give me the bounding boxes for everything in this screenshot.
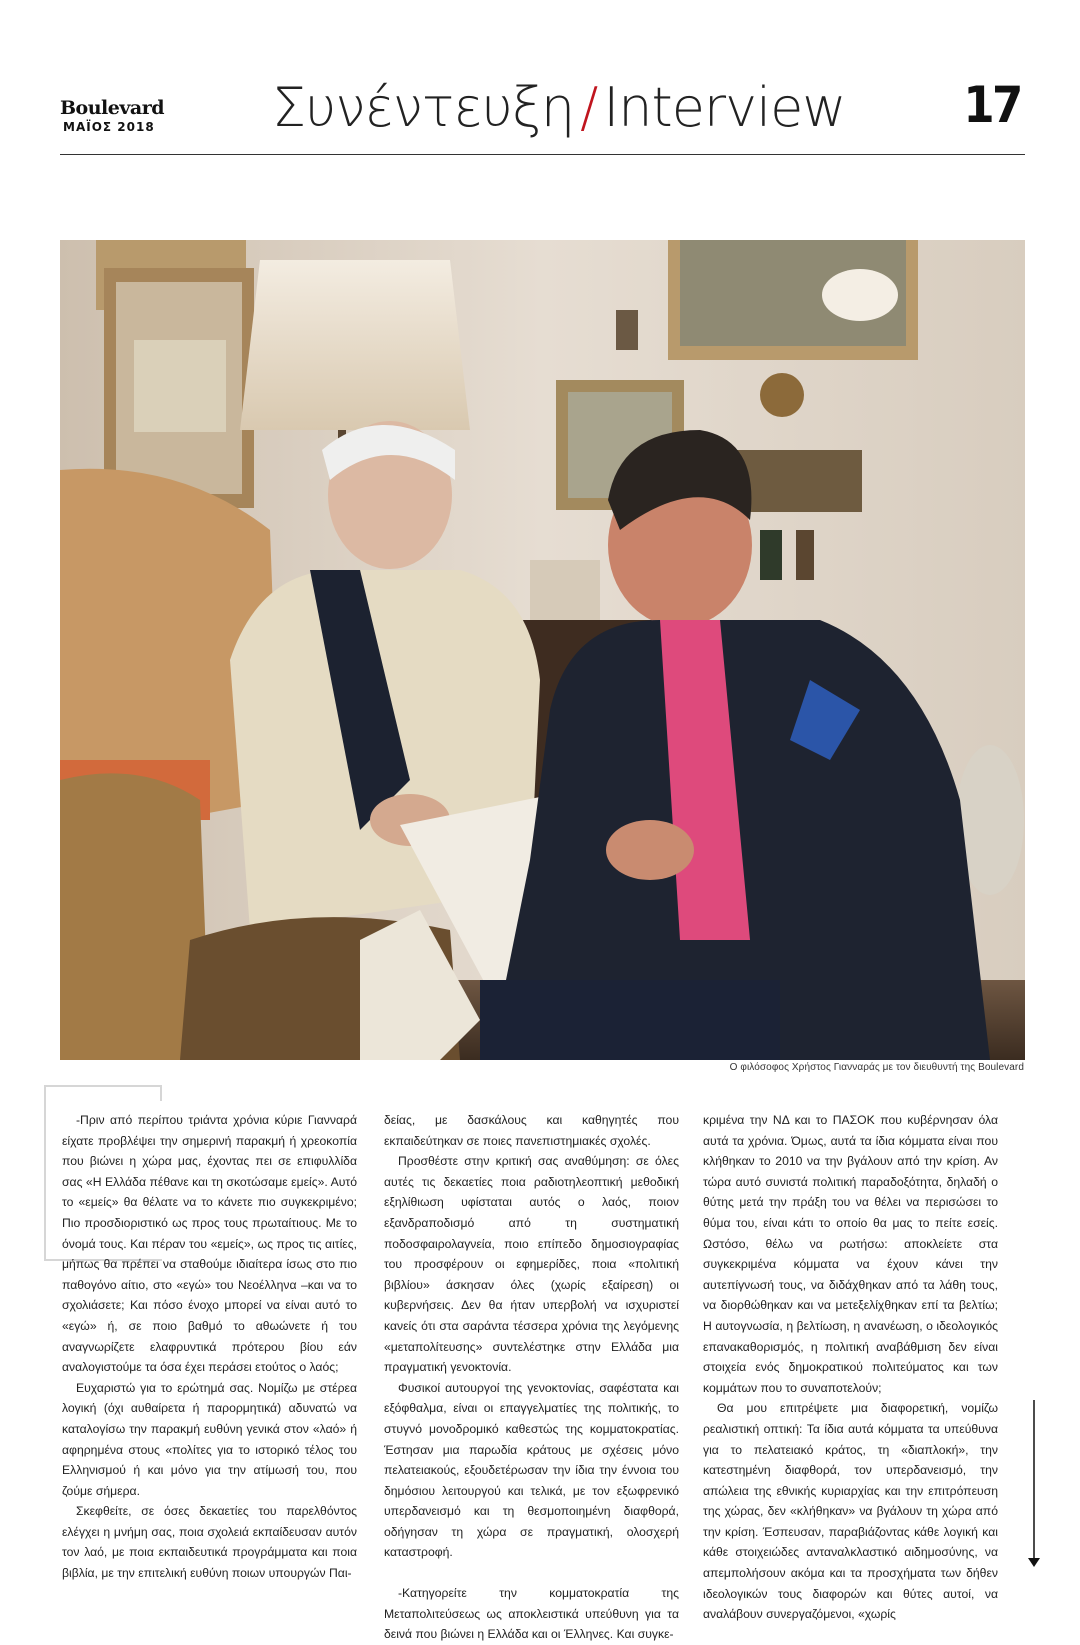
section-title-english: Interview [603,76,846,139]
paragraph: Φυσικοί αυτουργοί της γενοκτονίας, σαφέστατα και εξόφθαλμα, είναι οι επαγγελματίες της πολιτικής, το στυγνό μονοδρομικό καθεστώς της κομματοκρατίας. Έστησαν μια παρωδία κράτους με σχέσεις μόνο πελατειακούς, εξουδετέρωσαν την ίδια την έννοια του δημόσιου λειτουργού και τελικά, με τον εξωφρενικό υπερδανεισμό και τη θεσμοποιημένη διαφθορά, οδήγησαν τη χώρα σε πραγματική, ολοσχερή καταστροφή. [384,1380,679,1560]
article-column-1 [62,1110,357,1584]
masthead [60,98,164,134]
section-title-greek: Συνέντευξη [272,76,575,139]
paragraph: δείας, με δασκάλους και καθηγητές που εκπαιδεύτηκαν σε ποιες πανεπιστημιακές σχολές. [384,1113,679,1148]
continue-arrow-icon [1027,1400,1041,1568]
paragraph: Θα μου επιτρέψετε μια διαφορετική, νομίζω ρεαλιστική οπτική: Τα ίδια αυτά κόμματα τα υπεύθυνα για το πελατειακό κράτος, τη «διαπλοκή», την κατεστημένη διαφθορά, τον υπερδανεισμό, την απώλεια της εθνικής κυριαρχίας και την επιτρόπευση της χώρας, δεν «κλήθηκαν» να βγάλουν τη χώρα από την κρίση. Έσπευσαν, παραβιάζοντας κάθε λογική και κάθε στοιχειώδες ανταναλκλαστικό αιδημοσύνης, να απεμπολήσουν ακόμα και τα προσχήματα των δήθεν ιδεολογικών τους διαφορών και θύτες αυτοί, να αναλάβουν συνεργαζόμενοι, «χωρίς [703,1401,998,1622]
page-header [60,78,1025,154]
paragraph: Προσθέστε στην κριτική σας αναθύμηση: σε όλες αυτές τις δεκαετίες ποια ραδιοτηλεοπτική μεθοδική εξηλίθιωση υφίσταται αυτός ο λαός, ποιον εξανδραποδισμό από τη συστηματική ποδοσφαιρολαγνεία, ποιο επίπεδο δημοσιογραφίας του προσφέρουν οι εφημερίδες, ποια «πολιτική βιβλίου» άσκησαν όλες (χωρίς εξαίρεση) οι κυβερνήσεις. Δεν θα ήταν υπερβολή να ισχυριστεί κανείς ότι στα σαράντα τέσσερα χρόνια της λεγόμενης «μεταπολίτευσης» συντελέστηκε στην Ελλάδα μια πραγματική γενοκτονία. [384,1154,679,1375]
brand-name: Boulevard [60,97,164,119]
issue-date: ΜΑΪΟΣ 2018 [63,120,155,134]
photo-illustration [60,240,1025,1060]
header-rule [60,154,1025,155]
article-column-2 [384,1110,679,1645]
page-number: 17 [963,76,1021,134]
photo-caption: Ο φιλόσοφος Χρήστος Γιανναράς με τον διευθυντή της Boulevard [729,1062,1024,1073]
paragraph: Ευχαριστώ για το ερώτημά σας. Νομίζω με στέρεα λογική (όχι αυθαίρετα ή παρορμητικά) αδυνατώ να καταλογίσω την παρακμή ευθύνη γενικά στον «λαό» ή αφηρημένα στους «πολίτες για το ιστορικό τέλος του Ελληνισμού ή και μόνο για την ατίμωσή του, που ζούμε σήμερα. [62,1380,357,1498]
paragraph: -Πριν από περίπου τριάντα χρόνια κύριε Γιανναρά είχατε προβλέψει την σημερινή παρακμή ή χρεοκοπία που βιώνει η χώρα μας, έχοντας πει σε επιφυλλίδα σας «Η Ελλάδα πέθανε και τη σκοτώσαμε εμείς». Αυτό το «εμείς» θα θέλατε να το κάνετε πιο συγκεκριμένο; Πιο προσδιοριστικό ως προς τους πρωταίτιους. Με το όνομά τους. Και πέραν του «εμείς», ως προς τις αιτίες, μήπως θα πρέπει να σταθούμε ιδιαίτερα ίσως στο πιο παθογόνο αίτιο, στο «εγώ» του Νεοέλληνα –και να το σχολιάσετε; Και πόσο ένοχο μπορεί να είναι αυτό το «εγώ» ή, σε ποιο βαθμό το αθωώνετε ή του αναγνωρίζετε ελαφρυντικά πρότερου βίου εάν αναλογιστούμε τα όσα έχει περάσει ετούτος ο λαός; [62,1113,357,1375]
paragraph: -Κατηγορείτε την κομματοκρατία της Μεταπολιτεύσεως ως αποκλειστικά υπεύθυνη για τα δεινά που βιώνει η Ελλάδα και οι Έλληνες. Και συγκε- [384,1586,679,1642]
title-slash: / [580,76,598,139]
paragraph: Σκεφθείτε, σε όσες δεκαετίες του παρελθόντος ελέγχει η μνήμη σας, ποια σχολειά εκπαίδευσαν αυτόν τον λαό, με ποια εκπαιδευτικά προγράμματα και ποια βιβλία, με την επιτελική ευθύνη ποιων υπουργών Παι- [62,1504,357,1581]
interview-photo [60,240,1025,1060]
section-title [272,76,845,139]
article-column-3 [703,1110,998,1625]
paragraph: κριμένα την ΝΔ και το ΠΑΣΟΚ που κυβέρνησαν όλα αυτά τα χρόνια. Όμως, αυτά τα ίδια κόμματα είναι που κλήθηκαν το 2010 να την βγάλουν από την κρίση. Αν τώρα αυτό συνιστά πολιτική παραδοξότητα, δηλαδή ο θύτης μετά την πράξη του να θέλει να περισώσει το θύμα του, είναι κάτι το οποίο θα μας το πείτε εσείς. Ωστόσο, θέλω να ρωτήσω: αποκλείετε στα συγκεκριμένα κόμματα να έχουν κάνει την αυτεπίγνωσή τους, να διδάχθηκαν από τα λάθη τους, να διορθώθηκαν και να μετεξελίχθηκαν επί τα βελτίω; Η αυτογνωσία, η βελτίωση, η ανανέωση, ο ιδεολογικός επανακαθορισμός, η πολιτική αναβάθμιση δεν είναι στοιχεία ενός δημοκρατικού πολιτεύματος και των κομμάτων που το συναποτελούν; [703,1113,998,1395]
